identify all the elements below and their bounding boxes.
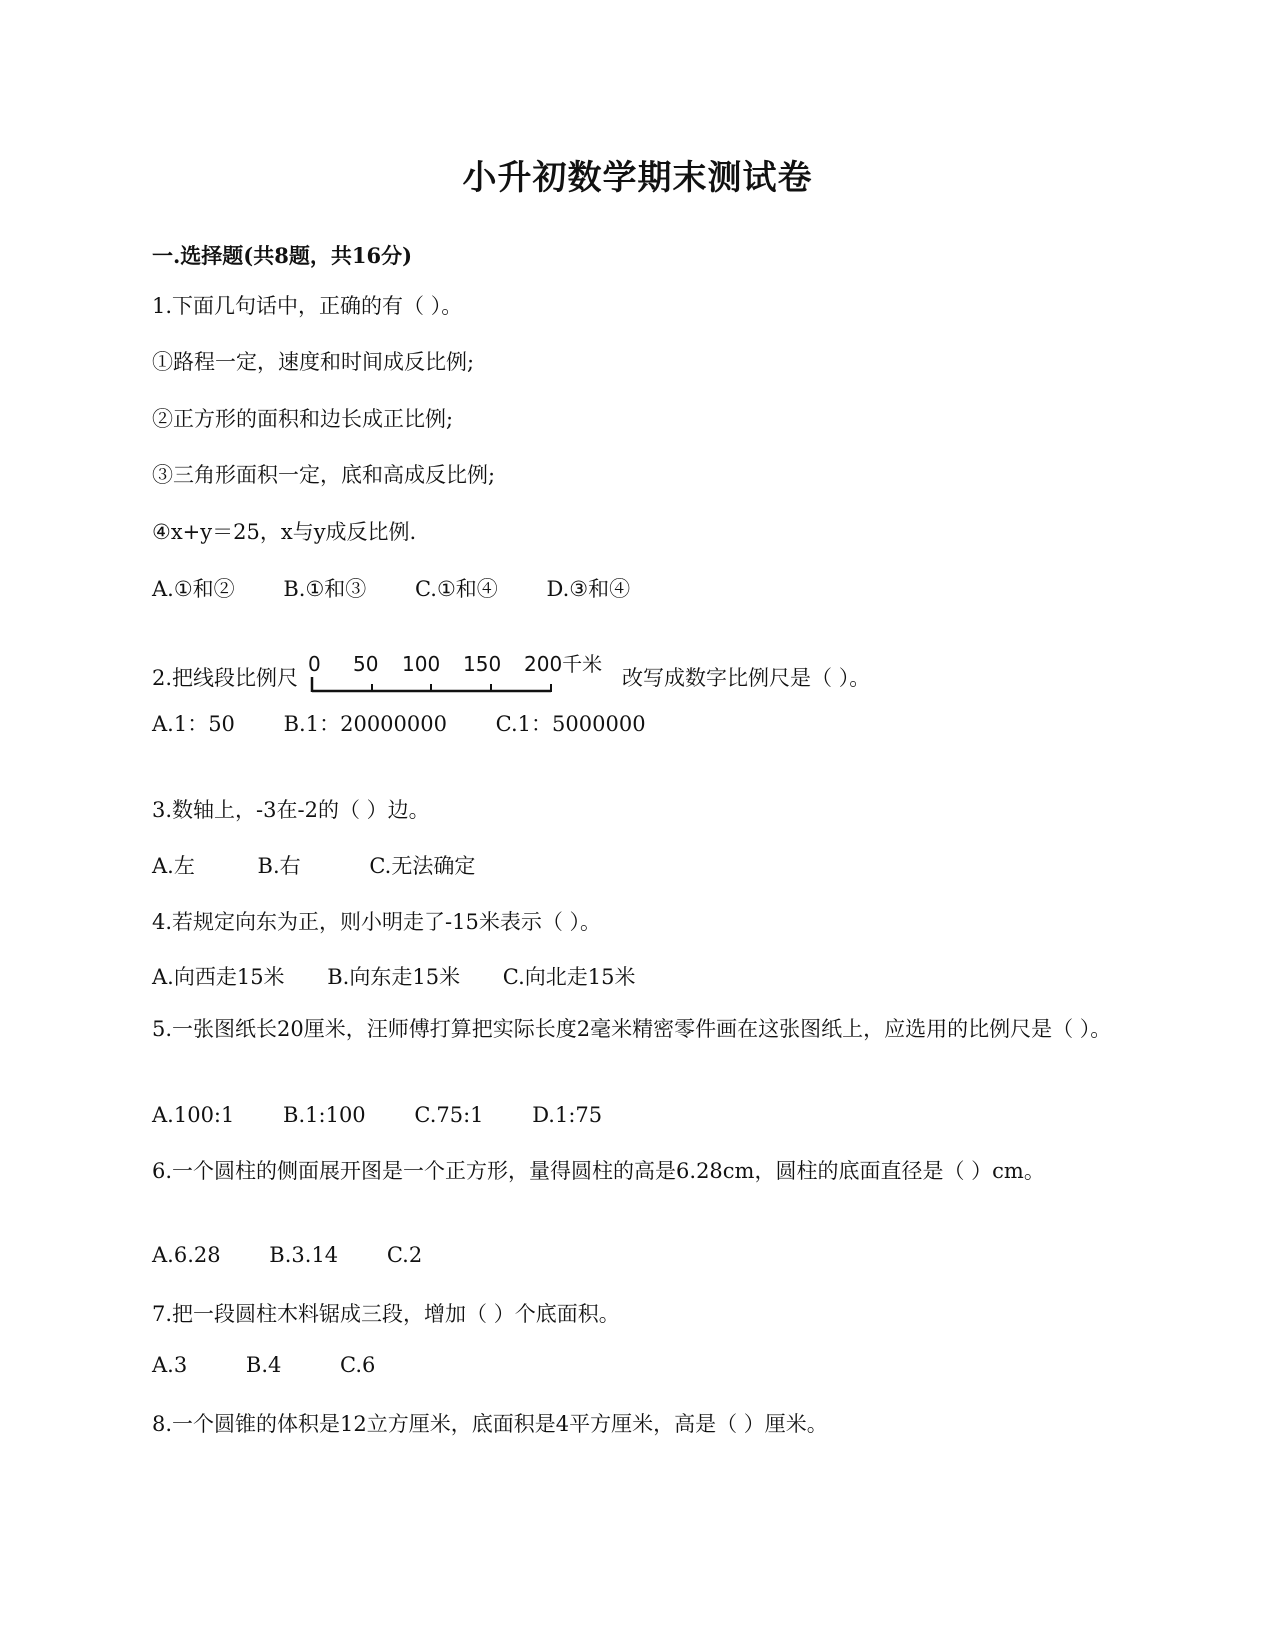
option-c[interactable]: C.无法确定 [369,854,476,878]
option-c[interactable]: C.2 [386,1243,423,1267]
section-heading: 一.选择题(共8题，共16分) [152,243,413,268]
option-d[interactable]: D.1:75 [532,1103,603,1127]
scale-label-150: 150 [463,652,502,676]
option-c[interactable]: C.①和④ [414,577,498,601]
question-4-stem: 4.若规定向东为正，则小明走了-15米表示（ ）。 [152,910,602,934]
question-1-options [152,573,630,603]
option-b[interactable]: B.右 [257,854,301,878]
option-a[interactable]: A.1：50 [152,712,235,736]
question-1-stem: 1.下面几句话中，正确的有（ ）。 [152,294,463,318]
scale-label-200: 200千米 [524,652,603,676]
question-1-statement-2: ②正方形的面积和边长成正比例; [152,407,454,431]
question-4-options [152,961,636,991]
scale-label-50: 50 [353,652,379,676]
option-a[interactable]: A.3 [152,1353,188,1377]
option-d[interactable]: D.③和④ [546,577,631,601]
question-2-options [152,708,646,738]
option-b[interactable]: B.1:100 [283,1103,366,1127]
option-c[interactable]: C.6 [340,1353,376,1377]
option-a[interactable]: A.①和② [152,577,235,601]
question-7-options [152,1353,375,1377]
option-c[interactable]: C.向北走15米 [502,965,636,989]
page-title: 小升初数学期末测试卷 [462,158,813,198]
option-a[interactable]: A.100:1 [152,1103,235,1127]
scale-label-100: 100 [402,652,441,676]
question-1-statement-3: ③三角形面积一定，底和高成反比例; [152,463,496,487]
option-b[interactable]: B.1：20000000 [283,712,447,736]
question-1-statement-1: ①路程一定，速度和时间成反比例; [152,350,475,374]
question-3-stem: 3.数轴上，-3在-2的（ ）边。 [152,798,430,822]
option-c[interactable]: C.1：5000000 [495,712,646,736]
question-5-stem: 5.一张图纸长20厘米，汪师傅打算把实际长度2毫米精密零件画在这张图纸上，应选用的比例尺是（ ）。 [152,1017,1112,1041]
option-c[interactable]: C.75:1 [414,1103,484,1127]
line-scale-bar [306,651,616,704]
option-a[interactable]: A.6.28 [152,1243,221,1267]
question-2-prefix: 2.把线段比例尺 [152,666,299,690]
option-a[interactable]: A.左 [152,854,195,878]
question-1-statement-4: ④x+y＝25，x与y成反比例. [152,520,417,544]
question-5-options [152,1103,602,1127]
option-a[interactable]: A.向西走15米 [152,965,285,989]
option-b[interactable]: B.向东走15米 [327,965,461,989]
option-b[interactable]: B.①和③ [283,577,367,601]
question-6-options [152,1243,422,1267]
question-6-stem: 6.一个圆柱的侧面展开图是一个正方形，量得圆柱的高是6.28cm，圆柱的底面直径是（ ）cm。 [152,1159,1045,1183]
scale-label-0: 0 [308,652,321,676]
question-2-suffix: 改写成数字比例尺是（ ）。 [622,666,871,690]
option-b[interactable]: B.4 [245,1353,282,1377]
option-b[interactable]: B.3.14 [269,1243,339,1267]
question-8-stem: 8.一个圆锥的体积是12立方厘米，底面积是4平方厘米，高是（ ）厘米。 [152,1412,828,1436]
question-7-stem: 7.把一段圆柱木料锯成三段，增加（ ）个底面积。 [152,1302,620,1326]
question-2-stem [152,651,870,704]
question-3-options [152,850,475,880]
